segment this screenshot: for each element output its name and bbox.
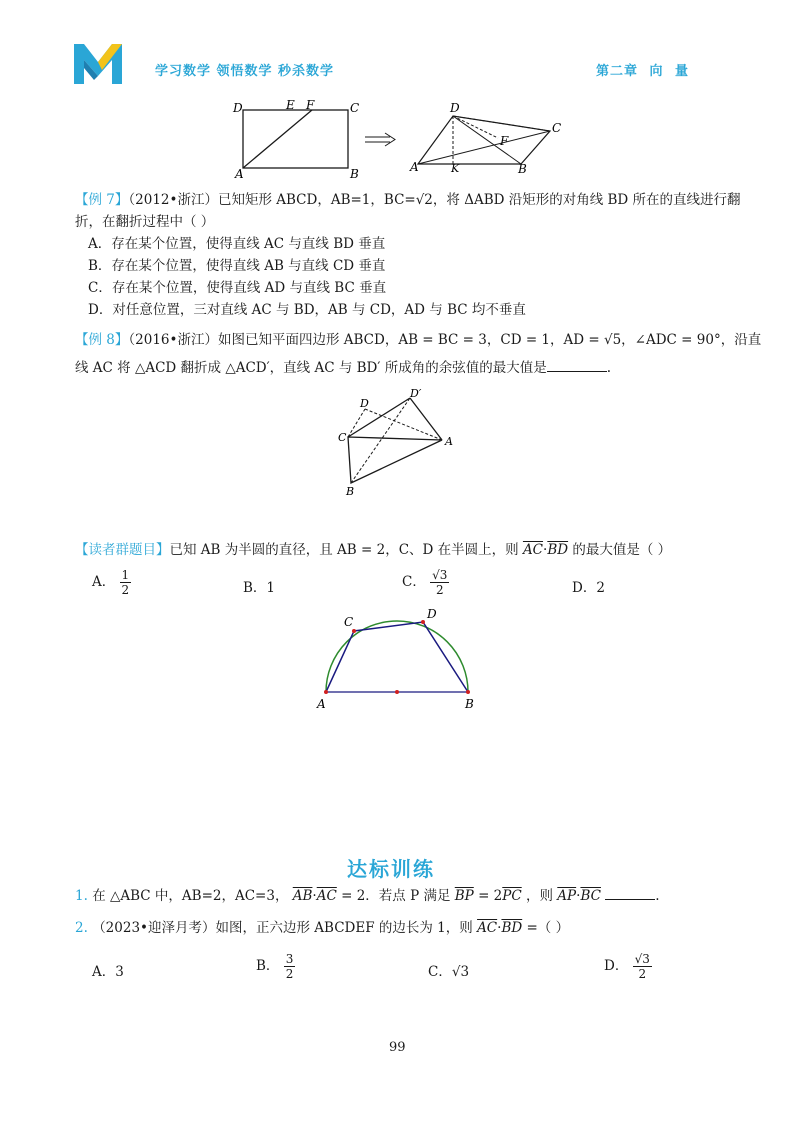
example-8-tag: 【例 8】: [75, 332, 129, 348]
rectangle-fold-figure: [230, 98, 580, 180]
reader-tag: 【读者群题目】: [75, 542, 170, 558]
answer-blank: [547, 359, 607, 372]
q2-option-c: C．√3: [428, 964, 470, 980]
header-left-text: 学习数学 领悟数学 秒杀数学: [155, 64, 335, 79]
svg-text:C: C: [552, 121, 562, 135]
label-C: C: [350, 101, 360, 115]
label-D: D: [233, 101, 243, 115]
example-8-line2: 线 AC 将 △ACD 翻折成 △ACD′，直线 AC 与 BD′ 所成角的余弦值的最大值是 .: [75, 360, 612, 376]
rectangle-abcd: [243, 110, 348, 168]
example-7-line2: 折，在翻折过程中（ ）: [75, 214, 215, 230]
svg-text:A: A: [410, 160, 419, 174]
svg-text:K: K: [451, 162, 460, 175]
folded-quadrilateral: [418, 116, 550, 164]
svg-text:C: C: [344, 615, 354, 629]
logo: [72, 42, 124, 86]
svg-text:B: B: [346, 485, 355, 498]
svg-text:D: D: [450, 101, 460, 115]
arrow-icon: [365, 133, 395, 146]
reader-option-b: B．1: [243, 580, 276, 596]
q2-option-a: A．3: [92, 964, 124, 980]
svg-text:C: C: [338, 431, 347, 444]
quadrilateral-fold-figure: [330, 385, 470, 500]
reader-option-d: D．2: [572, 580, 605, 596]
svg-text:A: A: [445, 435, 453, 448]
semicircle-figure: [310, 606, 490, 714]
label-F: F: [306, 98, 315, 112]
answer-blank: [605, 887, 655, 900]
example-7-option-a: A．存在某个位置，使得直线 AC 与直线 BD 垂直: [88, 236, 386, 252]
example-8-line1: 【例 8】（2016•浙江）如图已知平面四边形 ABCD，AB = BC = 3，CD = 1，AD = √5，∠ADC = 90°，沿直: [75, 332, 762, 348]
example-7-line1: 【例 7】（2012•浙江）已知矩形 ABCD，AB=1，BC=√2，将 ΔABD 沿矩形的对角线 BD 所在的直线进行翻: [75, 192, 741, 208]
label-E: E: [286, 98, 295, 112]
header-right-text: 第二章 向 量: [596, 64, 690, 79]
question-2: 2. （2023•迎泽月考）如图，正六边形 ABCDEF 的边长为 1，则 $\overline{AC}\cdot\overline{BD}$ =（ ）: [75, 920, 570, 936]
example-7-tag: 【例 7】: [75, 192, 129, 208]
svg-text:B: B: [465, 697, 474, 711]
svg-text:D: D: [360, 397, 369, 410]
question-1: 1. 在 △ABC 中，AB=2，AC=3， $\overline{AB}\cdot\overline{AC} = 2$．若点 P 满足 $\overline{BP} = 2\overline{PC}$ ，则 $\overline{AP}\cdot\overline{BC}$ .: [75, 888, 660, 904]
svg-text:B: B: [518, 162, 527, 176]
svg-text:D: D: [427, 607, 437, 621]
semicircle-arc: [326, 621, 468, 692]
q2-option-d: D． $\frac{√3}{2}$: [604, 952, 650, 981]
page-number: 99: [389, 1040, 406, 1055]
example-7-option-b: B．存在某个位置，使得直线 AB 与直线 CD 垂直: [88, 258, 386, 274]
section-title: 达标训练: [347, 857, 435, 881]
example-7-option-d: D．对任意位置，三对直线 AC 与 BD，AB 与 CD，AD 与 BC 均不垂直: [88, 302, 526, 318]
svg-text:F: F: [500, 134, 509, 148]
reader-question: 【读者群题目】已知 AB 为半圆的直径，且 AB = 2，C、D 在半圆上，则 $\overline{AC}\cdot\overline{BD}$ 的最大值是（ ）: [75, 542, 672, 558]
label-B: B: [350, 167, 359, 180]
reader-option-c: C． $\frac{√3}{2}$: [402, 568, 448, 597]
example-7-option-c: C．存在某个位置，使得直线 AD 与直线 BC 垂直: [88, 280, 387, 296]
label-A: A: [235, 167, 244, 180]
logo-icon: [72, 42, 124, 86]
q2-option-b: B． $\frac{3}{2}$: [256, 952, 294, 981]
svg-text:D′: D′: [410, 387, 422, 400]
svg-text:A: A: [317, 697, 326, 711]
reader-option-a: A． $\frac{1}{2}$: [92, 568, 130, 597]
